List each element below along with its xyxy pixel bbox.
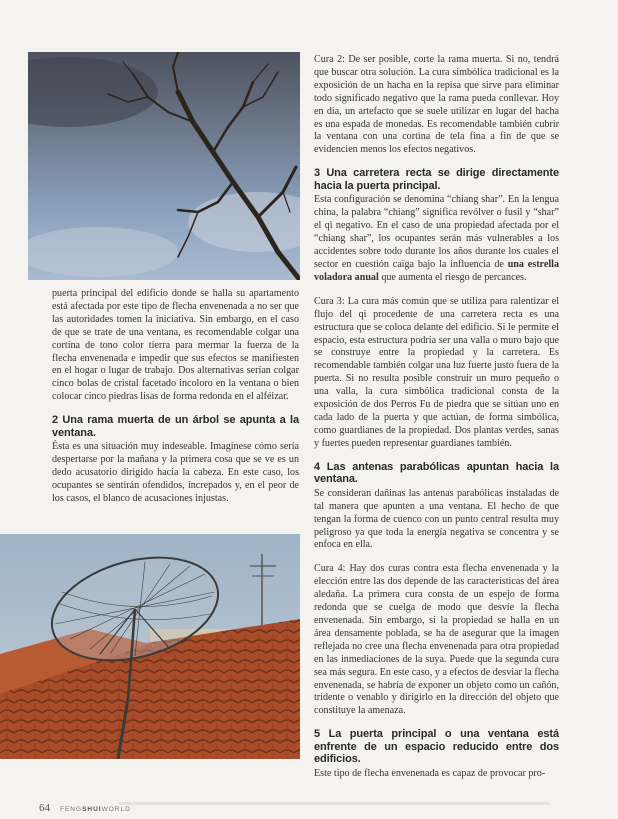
emphasis-text: una estrella voladora anual <box>314 258 559 283</box>
dead-tree-photo <box>28 52 300 280</box>
right-column <box>314 54 559 781</box>
body-paragraph: Ésta es una situación muy indeseable. Imagínese cómo sería despertarse por la mañana y la primera cosa que se ve es un dedo acusatorio dirigido hacia la cabeza. En este caso, los ocupantes se sentirán ofendidos, increpados y, en el peor de los casos, el blanco de acusaciones injustas. <box>52 441 299 504</box>
section-heading-2: 2 Una rama muerta de un árbol se apunta a la ventana. <box>52 414 299 439</box>
page-footer <box>39 798 567 814</box>
satellite-dish-photo <box>0 534 300 759</box>
body-paragraph: puerta principal del edificio donde se halla su apartamento está afectada por este tipo de flecha envenenada a no ser que las autoridades tomen la iniciativa. Sin embargo, en el caso de que se trate de una ventana, es recomendable colgar una cortina de tono color tierra para mermar la fuerza de la flecha envenenada e impedir que sus efectos se manifiesten en el hogar o lugar de trabajo. Dos alternativas serían colgar cinco bolas de cristal facetado incoloro en la ventana o bien colocar cinco piedras lisas de forma redonda en el alféizar. <box>52 288 299 403</box>
section-heading-3: 3 Una carretera recta se dirige directamente hacia la puerta principal. <box>314 167 559 192</box>
magazine-name: FENGSHUIWORLD <box>60 806 131 813</box>
cure-paragraph: Cura 3: La cura más común que se utiliza para ralentizar el flujo del qi procedente de una carretera recta es una estructura que se coloca delante del edificio. Si le permite el espacio, esta estructura podría ser una valla o muro bajo que se construye entre la propiedad y la carretera. Es recomendable también colgar una luz fuerte justo fuera de la puerta. Si no resulta posible construir un muro pequeño o una valla, la cura simbólica tradicional consta de la exposición de dos Perros Fu de piedra que se sitúan uno en cada lado de la puerta y que actúan, de forma simbólica, como guardianes de la propiedad. Dos plantas verdes, sanas y fuertes pueden representar guardianes también. <box>314 295 559 449</box>
section-heading-4: 4 Las antenas parabólicas apuntan hacia la ventana. <box>314 460 559 486</box>
body-paragraph: Se consideran dañinas las antenas parabólicas instaladas de tal manera que apunten a una ventana. El hecho de que tengan la forma de cuenco con un punto central resulta muy peligroso ya que toda la energía negativa se concentra y se enfoca en ella. <box>314 487 559 551</box>
cure-paragraph: Cura 2: De ser posible, corte la rama muerta. Si no, tendrá que buscar otra solución. La cura simbólica tradicional es la exposición de un hacha en la repisa que sirve para eliminar todo significado negativo que la rama pueda conllevar. Hoy en día, un artefacto que se suele utilizar en lugar del hacha es una espada de monedas. Es recomendable también cubrir la ventana con una cortina de tela fina a fin de que se evidencien menos los efectos negativos. <box>314 54 559 156</box>
section-heading-5: 5 La puerta principal o una ventana está enfrente de un espacio reducido entre dos edificios. <box>314 728 559 766</box>
page-number: 64 <box>39 802 50 814</box>
footer-rule <box>119 802 549 805</box>
body-paragraph: Este tipo de flecha envenenada es capaz de provocar pro- <box>314 768 546 780</box>
body-paragraph: Esta configuración se denomina “chiang shar”. En la lengua china, la palabra “chiang” significa revólver o fusil y “shar” el qi negativo. En el caso de una propiedad afectada por el “chiang shar”, los ocupantes serán más vulnerables a los accidentes sobre todo durante los años durante los cuales el sector en cuestión caiga bajo la influencia de una estrella voladora anual que aumenta el riesgo de percances. <box>314 194 559 283</box>
cure-paragraph: Cura 4: Hay dos curas contra esta flecha envenenada y la elección entre las dos depende de las características del área aledaña. La primera cura consta de un espejo de forma redonda que se cuelga de modo que desvíe la flecha envenenada. Sin embargo, si la propiedad se halla en un área densamente poblada, se ha de asegurar que la imagen reflejada no cree una flecha envenenada para otra propiedad en las inmediaciones de la suya. Puede que la segunda cura sea más segura. En este caso, y a efectos de desviar la flecha envenenada, se habría de exponer un objeto como un cañón, tridente o venablo y dirigirlo en la dirección del objeto que constituye la amenaza. <box>314 563 559 717</box>
left-column <box>52 288 299 506</box>
